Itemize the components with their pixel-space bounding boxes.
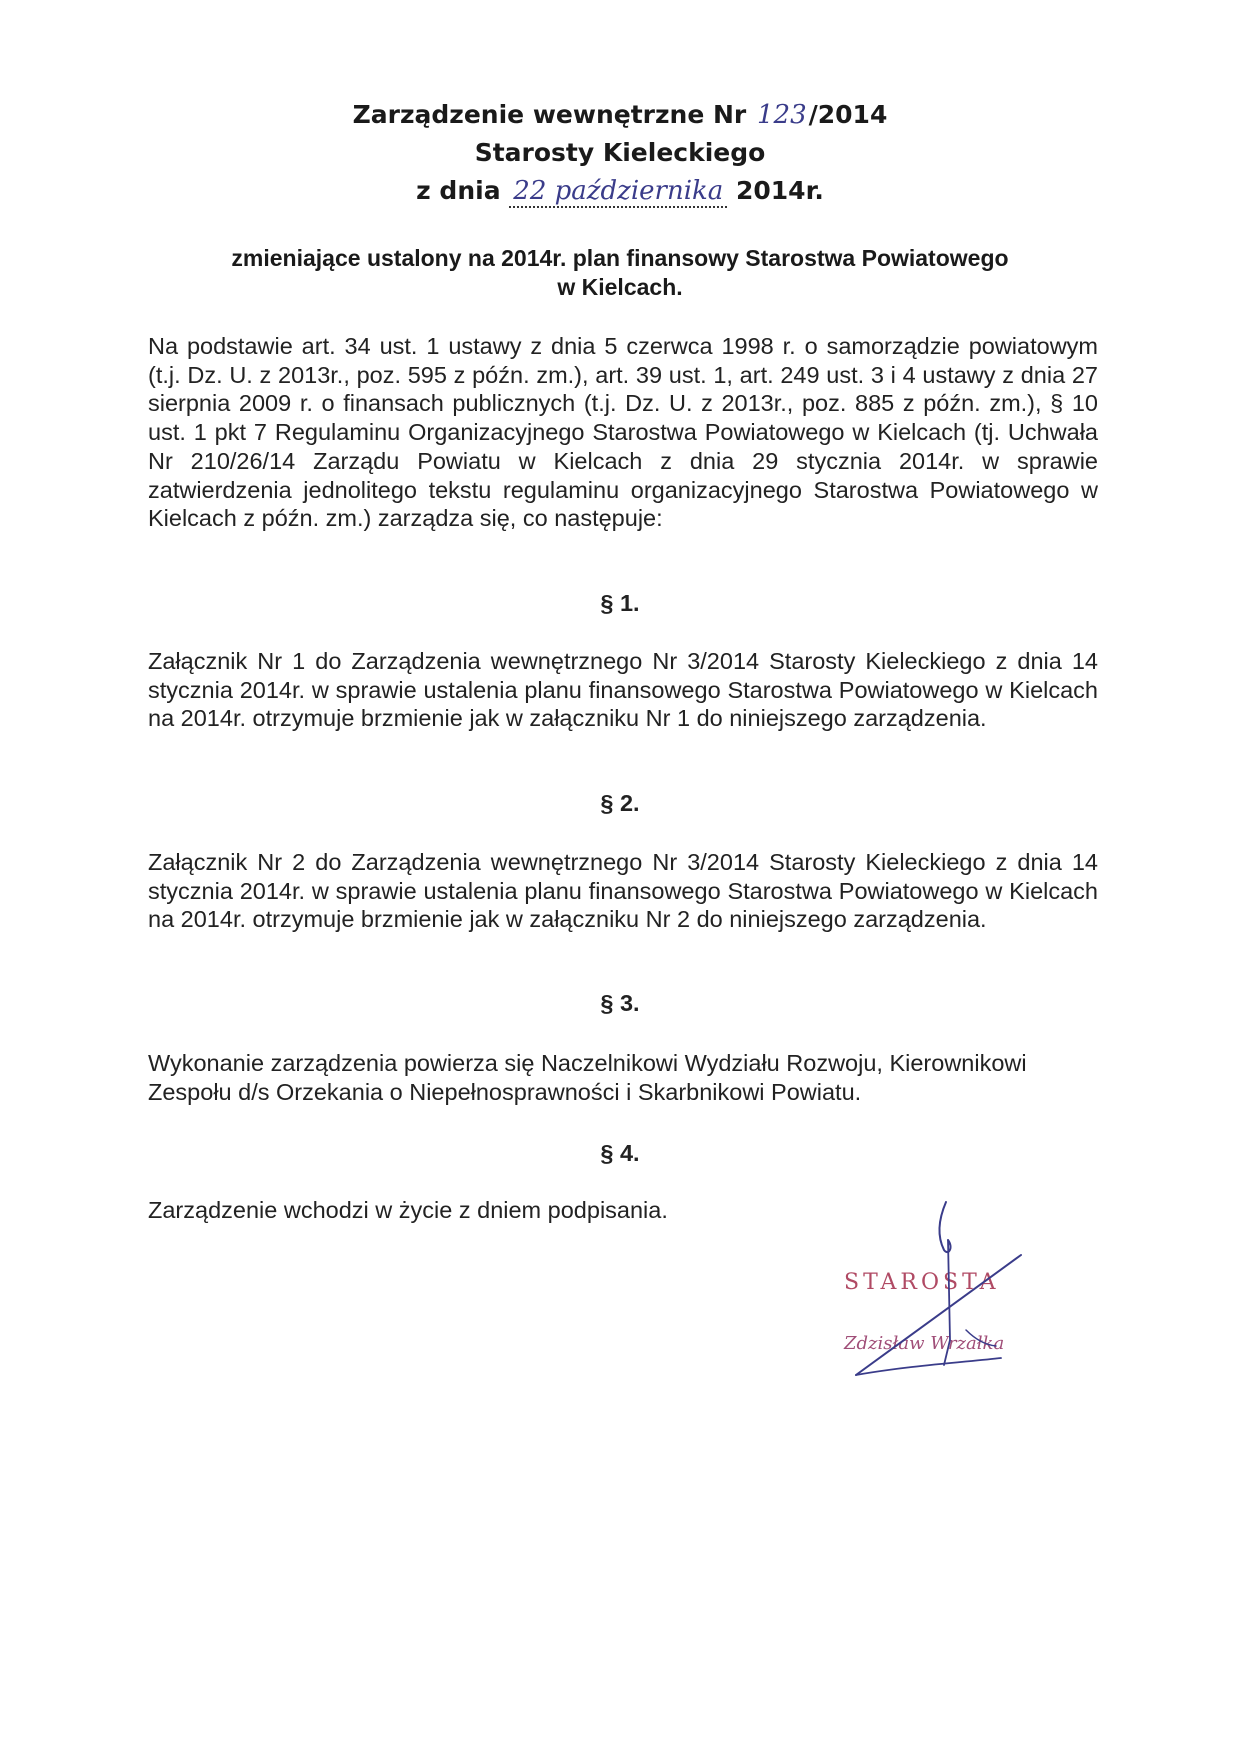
section-4-text: Zarządzenie wchodzi w życie z dniem podpisania.: [148, 1197, 668, 1223]
handwritten-signature: [836, 1190, 1056, 1390]
document-subject: [180, 244, 1060, 302]
legal-basis-paragraph: Na podstawie art. 34 ust. 1 ustawy z dnia 5 czerwca 1998 r. o samorządzie powiatowym (t.j. Dz. U. z 2013r., poz. 595 z późn. zm.), art. 39 ust. 1, art. 249 ust. 3 i 4 ustawy z dnia 27 sierpnia 2009 r. o finansach publicznych (t.j. Dz. U. z 2013r., poz. 885 z późn. zm.), § 10 ust. 1 pkt 7 Regulaminu Organizacyjnego Starostwa Powiatowego w Kielcach (tj. Uchwała Nr 210/26/14 Zarządu Powiatu w Kielcach z dnia 29 stycznia 2014r. w sprawie zatwierdzenia jednolitego tekstu regulaminu organizacyjnego Starostwa Powiatowego w Kielcach z późn. zm.) zarządza się, co następuje:: [148, 333, 1098, 532]
handwritten-order-number: 123: [756, 100, 807, 130]
header-title-line: [0, 96, 1240, 134]
section-3-text: Wykonanie zarządzenia powierza się Naczelnikowi Wydziału Rozwoju, Kierownikowi Zespołu d/s Orzekania o Niepełnosprawności i Skarbnikowi Powiatu.: [148, 1050, 1027, 1105]
document-header: [0, 96, 1240, 210]
header-date-prefix: z dnia: [416, 176, 501, 205]
header-issuer: Starosty Kieleckiego: [474, 138, 766, 167]
section-1-heading: § 1.: [600, 590, 640, 616]
section-4-heading: § 4.: [600, 1140, 640, 1166]
stamp-name: Zdzisław Wrzałka: [844, 1333, 1005, 1354]
official-stamp: [836, 1190, 1056, 1390]
subject-line-1: zmieniające ustalony na 2014r. plan finansowy Starostwa Powiatowego: [231, 245, 1009, 271]
section-2-heading: § 2.: [600, 790, 640, 816]
subject-line-2: w Kielcach.: [557, 274, 683, 300]
handwritten-date: 22 października: [509, 176, 727, 208]
section-1-text: Załącznik Nr 1 do Zarządzenia wewnętrznego Nr 3/2014 Starosty Kieleckiego z dnia 14 stycznia 2014r. w sprawie ustalenia planu finansowego Starostwa Powiatowego w Kielcach na 2014r. otrzymuje brzmienie jak w załączniku Nr 1 do niniejszego zarządzenia.: [148, 648, 1098, 732]
header-date-line: [0, 172, 1240, 210]
header-title-suffix: /2014: [808, 100, 888, 129]
stamp-title: STAROSTA: [844, 1270, 1000, 1295]
section-3-heading: § 3.: [600, 990, 640, 1016]
header-title-prefix: Zarządzenie wewnętrzne Nr: [352, 100, 747, 129]
section-2-text: Załącznik Nr 2 do Zarządzenia wewnętrznego Nr 3/2014 Starosty Kieleckiego z dnia 14 stycznia 2014r. w sprawie ustalenia planu finansowego Starostwa Powiatowego w Kielcach na 2014r. otrzymuje brzmienie jak w załączniku Nr 2 do niniejszego zarządzenia.: [148, 849, 1098, 933]
header-date-suffix: 2014r.: [735, 176, 824, 205]
